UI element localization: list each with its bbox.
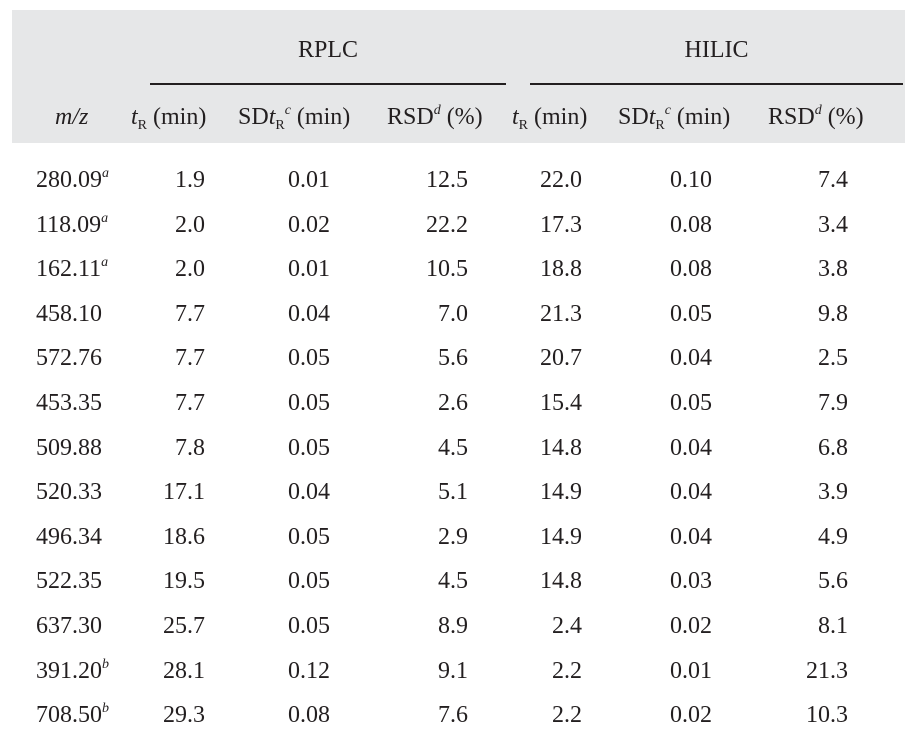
cell-rplc-tr: 1.9 bbox=[175, 167, 205, 193]
cell-hilic-sd: 0.08 bbox=[670, 256, 712, 283]
cell-rplc-sd: 0.05 bbox=[288, 523, 330, 550]
cell-mz: 572.76 bbox=[36, 345, 102, 372]
cell-rplc-tr: 28.1 bbox=[163, 657, 205, 684]
cell-rplc-sd: 0.04 bbox=[288, 479, 330, 506]
table-row bbox=[0, 426, 913, 471]
cell-hilic-rsd: 6.8 bbox=[818, 434, 848, 461]
cell-rplc-sd: 0.08 bbox=[288, 702, 330, 729]
header-hilic-sd: SDt$_R^c$ (min) bbox=[618, 103, 731, 133]
cell-rplc-tr: 25.7 bbox=[163, 612, 205, 639]
table-body bbox=[0, 158, 913, 738]
cell-rplc-sd: 0.01 bbox=[288, 256, 330, 283]
header-rplc-tr: $t_R$ (min) bbox=[131, 104, 207, 133]
cell-rplc-sd: 0.05 bbox=[288, 568, 330, 595]
cell-rplc-rsd: 7.6 bbox=[438, 702, 468, 729]
table-row bbox=[0, 158, 913, 203]
cell-hilic-rsd: 3.8 bbox=[818, 256, 848, 283]
cell-rplc-tr: 18.6 bbox=[163, 523, 205, 550]
header-hilic-rsd: RSD$^d$ (%) bbox=[768, 103, 864, 130]
cell-mz: 280.09$^a$ bbox=[36, 166, 109, 193]
table-row bbox=[0, 649, 913, 694]
cell-mz: 118.09$^a$ bbox=[36, 210, 109, 238]
table-row bbox=[0, 604, 913, 649]
cell-hilic-rsd: 9.8 bbox=[818, 300, 848, 327]
cell-hilic-tr: 20.7 bbox=[540, 345, 582, 372]
cell-hilic-sd: 0.01 bbox=[670, 657, 712, 684]
cell-rplc-sd: 0.12 bbox=[288, 657, 330, 684]
cell-hilic-sd: 0.04 bbox=[670, 479, 712, 506]
cell-rplc-sd: 0.05 bbox=[288, 612, 330, 639]
cell-hilic-tr: 15.4 bbox=[540, 389, 582, 416]
cell-rplc-rsd: 5.1 bbox=[438, 479, 468, 506]
cell-hilic-sd: 0.08 bbox=[670, 211, 712, 238]
cell-rplc-rsd: 4.5 bbox=[438, 568, 468, 595]
cell-rplc-rsd: 5.6 bbox=[438, 345, 468, 372]
cell-hilic-sd: 0.04 bbox=[670, 434, 712, 461]
cell-hilic-rsd: 5.6 bbox=[818, 568, 848, 595]
cell-hilic-rsd: 4.9 bbox=[818, 523, 848, 550]
cell-hilic-sd: 0.02 bbox=[670, 702, 712, 729]
cell-mz: 453.35 bbox=[36, 389, 102, 416]
cell-hilic-tr: 14.9 bbox=[540, 523, 582, 550]
cell-hilic-sd: 0.05 bbox=[670, 300, 712, 327]
cell-mz: 496.34 bbox=[36, 523, 102, 550]
cell-hilic-tr: 14.8 bbox=[540, 434, 582, 461]
cell-mz: 522.35 bbox=[36, 568, 102, 595]
cell-rplc-rsd: 9.1 bbox=[438, 657, 468, 684]
cell-rplc-rsd: 4.5 bbox=[438, 434, 468, 461]
header-rplc-sd: SDt$_R^c$ (min) bbox=[238, 103, 351, 133]
cell-hilic-tr: 18.8 bbox=[540, 256, 582, 283]
cell-hilic-rsd: 2.5 bbox=[818, 345, 848, 372]
cell-hilic-rsd: 3.4 bbox=[818, 211, 848, 238]
cell-hilic-sd: 0.04 bbox=[670, 523, 712, 550]
cell-rplc-sd: 0.05 bbox=[288, 345, 330, 372]
cell-rplc-sd: 0.05 bbox=[288, 389, 330, 416]
cell-rplc-rsd: 22.2 bbox=[426, 211, 468, 238]
group-rule-hilic bbox=[530, 83, 903, 85]
cell-rplc-tr: 7.7 bbox=[175, 389, 205, 416]
header-hilic-tr: $t_R$ (min) bbox=[512, 104, 588, 133]
cell-hilic-rsd: 7.4 bbox=[818, 167, 848, 193]
cell-rplc-tr: 19.5 bbox=[163, 568, 205, 595]
table-row bbox=[0, 693, 913, 738]
cell-mz: 509.88 bbox=[36, 434, 102, 461]
cell-rplc-rsd: 10.5 bbox=[426, 256, 468, 283]
cell-hilic-tr: 2.4 bbox=[552, 612, 582, 639]
table-row bbox=[0, 247, 913, 292]
cell-mz: 708.50$^b$ bbox=[36, 701, 109, 729]
cell-mz: 391.20$^b$ bbox=[36, 656, 109, 684]
cell-rplc-rsd: 8.9 bbox=[438, 612, 468, 639]
cell-hilic-rsd: 7.9 bbox=[818, 389, 848, 416]
cell-rplc-tr: 17.1 bbox=[163, 479, 205, 506]
cell-rplc-rsd: 7.0 bbox=[438, 300, 468, 327]
cell-rplc-rsd: 2.9 bbox=[438, 523, 468, 550]
cell-hilic-rsd: 8.1 bbox=[818, 612, 848, 639]
cell-mz: 162.11$^a$ bbox=[36, 255, 109, 283]
cell-hilic-sd: 0.03 bbox=[670, 568, 712, 595]
cell-rplc-tr: 2.0 bbox=[175, 256, 205, 283]
cell-hilic-tr: 22.0 bbox=[540, 167, 582, 193]
cell-hilic-tr: 2.2 bbox=[552, 702, 582, 729]
header-rplc-rsd: RSD$^d$ (%) bbox=[387, 103, 483, 130]
cell-rplc-sd: 0.02 bbox=[288, 211, 330, 238]
cell-rplc-tr: 29.3 bbox=[163, 702, 205, 729]
group-rule-rplc bbox=[150, 83, 506, 85]
table-row bbox=[0, 292, 913, 337]
cell-hilic-sd: 0.04 bbox=[670, 345, 712, 372]
table-row bbox=[0, 336, 913, 381]
cell-rplc-tr: 7.7 bbox=[175, 300, 205, 327]
table-row bbox=[0, 515, 913, 560]
table-row bbox=[0, 381, 913, 426]
cell-mz: 520.33 bbox=[36, 479, 102, 506]
cell-rplc-sd: 0.05 bbox=[288, 434, 330, 461]
cell-hilic-tr: 14.8 bbox=[540, 568, 582, 595]
table-row bbox=[0, 470, 913, 515]
cell-hilic-rsd: 3.9 bbox=[818, 479, 848, 506]
cell-rplc-sd: 0.01 bbox=[288, 167, 330, 193]
cell-hilic-sd: 0.05 bbox=[670, 389, 712, 416]
cell-rplc-tr: 2.0 bbox=[175, 211, 205, 238]
cell-rplc-tr: 7.7 bbox=[175, 345, 205, 372]
group-title-hilic: HILIC bbox=[684, 37, 749, 63]
cell-rplc-tr: 7.8 bbox=[175, 434, 205, 461]
cell-hilic-tr: 2.2 bbox=[552, 657, 582, 684]
cell-rplc-rsd: 12.5 bbox=[426, 167, 468, 193]
cell-hilic-tr: 21.3 bbox=[540, 300, 582, 327]
cell-hilic-tr: 17.3 bbox=[540, 211, 582, 238]
cell-hilic-tr: 14.9 bbox=[540, 479, 582, 506]
cell-rplc-rsd: 2.6 bbox=[438, 389, 468, 416]
cell-hilic-sd: 0.02 bbox=[670, 612, 712, 639]
group-title-rplc: RPLC bbox=[297, 37, 359, 63]
header-mz: m/z bbox=[55, 104, 89, 130]
cell-mz: 458.10 bbox=[36, 300, 102, 327]
cell-mz: 637.30 bbox=[36, 612, 102, 639]
cell-rplc-sd: 0.04 bbox=[288, 300, 330, 327]
table-row bbox=[0, 203, 913, 248]
cell-hilic-sd: 0.10 bbox=[670, 167, 712, 193]
table-row bbox=[0, 559, 913, 604]
cell-hilic-rsd: 21.3 bbox=[806, 657, 848, 684]
cell-hilic-rsd: 10.3 bbox=[806, 702, 848, 729]
